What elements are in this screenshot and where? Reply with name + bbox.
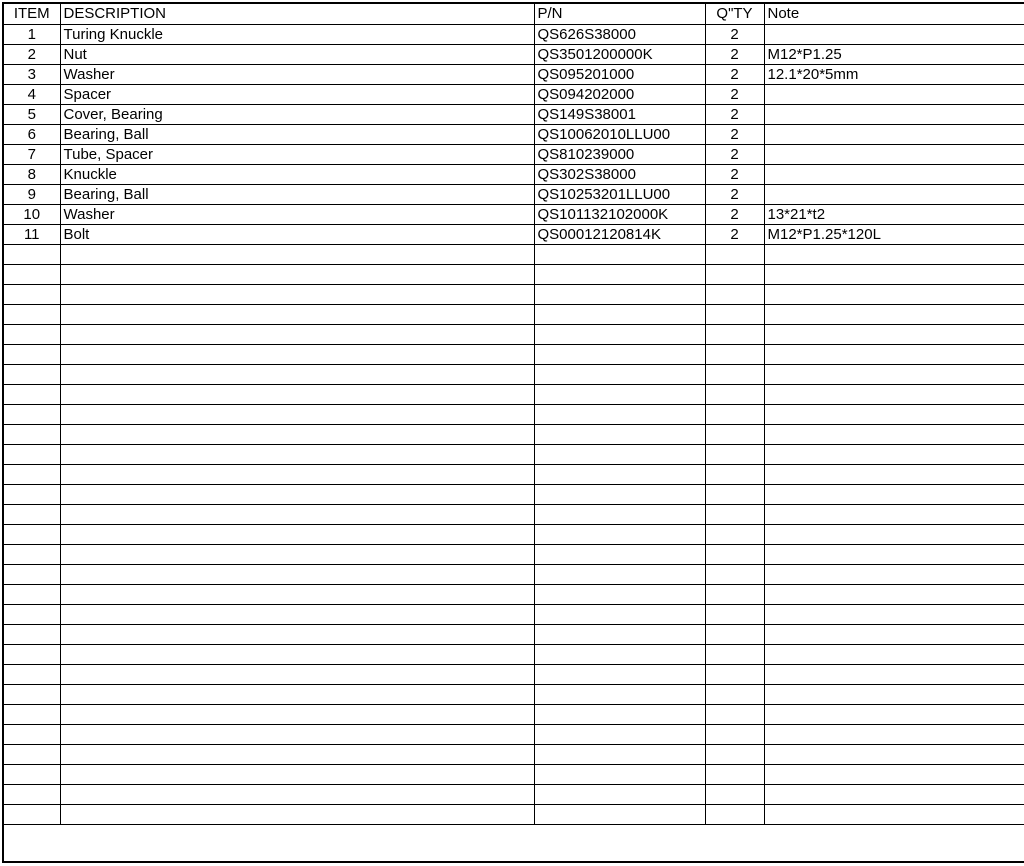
cell-pn: QS00012120814K: [534, 224, 705, 244]
cell-description: [60, 644, 534, 664]
cell-note: [764, 504, 1024, 524]
cell-pn: [534, 644, 705, 664]
empty-table-row: [4, 584, 1024, 604]
header-qty: Q"TY: [705, 4, 764, 24]
cell-pn: [534, 244, 705, 264]
cell-qty: [705, 784, 764, 804]
cell-pn: QS149S38001: [534, 104, 705, 124]
cell-item: [4, 464, 60, 484]
empty-table-row: [4, 284, 1024, 304]
cell-qty: [705, 644, 764, 664]
cell-description: [60, 344, 534, 364]
cell-note: [764, 264, 1024, 284]
cell-qty: [705, 264, 764, 284]
cell-qty: [705, 744, 764, 764]
cell-description: [60, 284, 534, 304]
cell-qty: [705, 464, 764, 484]
table-row: [4, 124, 1024, 144]
empty-table-row: [4, 504, 1024, 524]
empty-table-row: [4, 324, 1024, 344]
cell-note: [764, 484, 1024, 504]
cell-pn: [534, 484, 705, 504]
table-row: [4, 144, 1024, 164]
cell-qty: [705, 624, 764, 644]
empty-table-row: [4, 464, 1024, 484]
cell-pn: [534, 784, 705, 804]
empty-table-row: [4, 304, 1024, 324]
cell-qty: [705, 284, 764, 304]
cell-pn: QS094202000: [534, 84, 705, 104]
cell-description: [60, 264, 534, 284]
cell-qty: 2: [705, 104, 764, 124]
cell-item: [4, 544, 60, 564]
cell-note: [764, 704, 1024, 724]
cell-pn: [534, 424, 705, 444]
cell-note: [764, 144, 1024, 164]
empty-table-row: [4, 624, 1024, 644]
cell-description: [60, 324, 534, 344]
cell-item: [4, 504, 60, 524]
cell-item: [4, 444, 60, 464]
empty-table-row: [4, 664, 1024, 684]
empty-table-row: [4, 564, 1024, 584]
cell-item: [4, 564, 60, 584]
cell-item: [4, 404, 60, 424]
cell-item: [4, 604, 60, 624]
cell-note: [764, 164, 1024, 184]
cell-qty: [705, 604, 764, 624]
cell-note: [764, 584, 1024, 604]
cell-item: 11: [4, 224, 60, 244]
cell-qty: [705, 404, 764, 424]
cell-pn: QS10062010LLU00: [534, 124, 705, 144]
cell-pn: [534, 684, 705, 704]
cell-item: 4: [4, 84, 60, 104]
cell-description: [60, 444, 534, 464]
cell-item: 10: [4, 204, 60, 224]
empty-table-row: [4, 424, 1024, 444]
bom-table: [4, 4, 1024, 825]
cell-pn: QS810239000: [534, 144, 705, 164]
cell-qty: [705, 444, 764, 464]
cell-note: [764, 184, 1024, 204]
empty-table-row: [4, 704, 1024, 724]
cell-note: [764, 404, 1024, 424]
cell-qty: 2: [705, 164, 764, 184]
cell-item: [4, 384, 60, 404]
cell-item: [4, 724, 60, 744]
header-description: DESCRIPTION: [60, 4, 534, 24]
cell-qty: 2: [705, 64, 764, 84]
table-row: [4, 204, 1024, 224]
cell-pn: QS302S38000: [534, 164, 705, 184]
cell-description: [60, 404, 534, 424]
cell-pn: [534, 344, 705, 364]
cell-note: [764, 604, 1024, 624]
cell-description: [60, 364, 534, 384]
cell-pn: [534, 664, 705, 684]
empty-table-row: [4, 604, 1024, 624]
cell-description: [60, 604, 534, 624]
empty-table-row: [4, 544, 1024, 564]
cell-description: [60, 564, 534, 584]
cell-item: [4, 524, 60, 544]
cell-description: [60, 744, 534, 764]
cell-description: [60, 584, 534, 604]
cell-qty: [705, 684, 764, 704]
cell-note: [764, 624, 1024, 644]
cell-pn: [534, 604, 705, 624]
cell-item: 6: [4, 124, 60, 144]
cell-item: [4, 784, 60, 804]
table-row: [4, 64, 1024, 84]
cell-pn: QS10253201LLU00: [534, 184, 705, 204]
empty-table-row: [4, 404, 1024, 424]
cell-item: 5: [4, 104, 60, 124]
cell-pn: [534, 404, 705, 424]
empty-table-row: [4, 484, 1024, 504]
cell-item: [4, 264, 60, 284]
cell-item: [4, 744, 60, 764]
table-row: [4, 164, 1024, 184]
cell-pn: [534, 624, 705, 644]
cell-note: [764, 324, 1024, 344]
cell-description: [60, 624, 534, 644]
cell-description: Spacer: [60, 84, 534, 104]
cell-item: [4, 484, 60, 504]
cell-note: [764, 564, 1024, 584]
cell-pn: [534, 584, 705, 604]
cell-pn: [534, 364, 705, 384]
cell-description: Washer: [60, 204, 534, 224]
table-body: [4, 24, 1024, 824]
cell-pn: [534, 564, 705, 584]
cell-qty: [705, 804, 764, 824]
cell-item: [4, 624, 60, 644]
cell-pn: [534, 724, 705, 744]
cell-pn: QS101132102000K: [534, 204, 705, 224]
cell-description: [60, 804, 534, 824]
cell-description: [60, 684, 534, 704]
cell-description: Knuckle: [60, 164, 534, 184]
cell-qty: [705, 384, 764, 404]
cell-qty: [705, 544, 764, 564]
cell-note: [764, 124, 1024, 144]
cell-qty: [705, 484, 764, 504]
header-note: Note: [764, 4, 1024, 24]
cell-description: [60, 524, 534, 544]
cell-note: [764, 244, 1024, 264]
empty-table-row: [4, 684, 1024, 704]
cell-note: 12.1*20*5mm: [764, 64, 1024, 84]
cell-pn: [534, 764, 705, 784]
empty-table-row: [4, 244, 1024, 264]
cell-note: 13*21*t2: [764, 204, 1024, 224]
cell-item: [4, 804, 60, 824]
cell-note: [764, 464, 1024, 484]
cell-item: [4, 364, 60, 384]
cell-note: [764, 444, 1024, 464]
cell-description: Nut: [60, 44, 534, 64]
cell-pn: [534, 524, 705, 544]
cell-qty: [705, 564, 764, 584]
cell-note: [764, 304, 1024, 324]
cell-note: [764, 744, 1024, 764]
cell-qty: [705, 244, 764, 264]
cell-qty: [705, 664, 764, 684]
cell-description: [60, 784, 534, 804]
empty-table-row: [4, 264, 1024, 284]
cell-description: [60, 484, 534, 504]
cell-qty: [705, 764, 764, 784]
header-item: ITEM: [4, 4, 60, 24]
cell-note: M12*P1.25: [764, 44, 1024, 64]
cell-pn: [534, 264, 705, 284]
cell-note: [764, 644, 1024, 664]
empty-table-row: [4, 784, 1024, 804]
cell-note: [764, 664, 1024, 684]
cell-qty: 2: [705, 124, 764, 144]
cell-note: [764, 684, 1024, 704]
cell-qty: 2: [705, 84, 764, 104]
table-header-row: [4, 4, 1024, 24]
empty-table-row: [4, 524, 1024, 544]
cell-note: [764, 384, 1024, 404]
cell-note: [764, 364, 1024, 384]
cell-qty: [705, 304, 764, 324]
cell-description: [60, 384, 534, 404]
cell-note: [764, 544, 1024, 564]
cell-pn: QS3501200000K: [534, 44, 705, 64]
cell-item: 3: [4, 64, 60, 84]
table-row: [4, 44, 1024, 64]
cell-description: Cover, Bearing: [60, 104, 534, 124]
bom-sheet: [2, 2, 1024, 863]
cell-note: [764, 804, 1024, 824]
cell-item: [4, 684, 60, 704]
cell-qty: [705, 504, 764, 524]
cell-pn: [534, 324, 705, 344]
cell-note: M12*P1.25*120L: [764, 224, 1024, 244]
cell-item: 2: [4, 44, 60, 64]
table-row: [4, 24, 1024, 44]
empty-table-row: [4, 444, 1024, 464]
cell-item: 8: [4, 164, 60, 184]
cell-description: [60, 544, 534, 564]
cell-qty: [705, 324, 764, 344]
table-row: [4, 224, 1024, 244]
empty-table-row: [4, 344, 1024, 364]
cell-description: Bearing, Ball: [60, 124, 534, 144]
cell-item: [4, 284, 60, 304]
cell-pn: [534, 384, 705, 404]
cell-pn: [534, 744, 705, 764]
cell-description: [60, 724, 534, 744]
cell-description: [60, 704, 534, 724]
cell-pn: [534, 444, 705, 464]
cell-qty: 2: [705, 24, 764, 44]
cell-item: [4, 304, 60, 324]
cell-description: [60, 504, 534, 524]
cell-note: [764, 424, 1024, 444]
cell-item: [4, 664, 60, 684]
cell-pn: QS626S38000: [534, 24, 705, 44]
cell-description: Bearing, Ball: [60, 184, 534, 204]
cell-item: [4, 584, 60, 604]
cell-item: [4, 244, 60, 264]
cell-note: [764, 724, 1024, 744]
cell-description: [60, 464, 534, 484]
cell-qty: 2: [705, 44, 764, 64]
cell-note: [764, 84, 1024, 104]
cell-pn: [534, 304, 705, 324]
cell-item: [4, 344, 60, 364]
cell-pn: QS095201000: [534, 64, 705, 84]
cell-description: Washer: [60, 64, 534, 84]
empty-table-row: [4, 724, 1024, 744]
empty-table-row: [4, 384, 1024, 404]
cell-qty: [705, 704, 764, 724]
cell-description: [60, 764, 534, 784]
cell-note: [764, 784, 1024, 804]
cell-qty: 2: [705, 224, 764, 244]
cell-description: [60, 424, 534, 444]
cell-note: [764, 344, 1024, 364]
cell-note: [764, 24, 1024, 44]
cell-description: [60, 304, 534, 324]
table-row: [4, 184, 1024, 204]
cell-note: [764, 284, 1024, 304]
empty-table-row: [4, 804, 1024, 824]
cell-note: [764, 104, 1024, 124]
cell-qty: 2: [705, 184, 764, 204]
cell-pn: [534, 284, 705, 304]
cell-description: Tube, Spacer: [60, 144, 534, 164]
cell-pn: [534, 464, 705, 484]
cell-description: Turing Knuckle: [60, 24, 534, 44]
cell-item: 1: [4, 24, 60, 44]
cell-qty: 2: [705, 144, 764, 164]
cell-item: 9: [4, 184, 60, 204]
cell-description: [60, 244, 534, 264]
cell-item: [4, 644, 60, 664]
cell-qty: [705, 364, 764, 384]
empty-table-row: [4, 364, 1024, 384]
cell-item: [4, 764, 60, 784]
cell-qty: [705, 344, 764, 364]
empty-table-row: [4, 744, 1024, 764]
cell-qty: [705, 724, 764, 744]
cell-note: [764, 764, 1024, 784]
cell-item: [4, 424, 60, 444]
cell-qty: 2: [705, 204, 764, 224]
empty-table-row: [4, 764, 1024, 784]
cell-item: 7: [4, 144, 60, 164]
cell-pn: [534, 804, 705, 824]
cell-item: [4, 324, 60, 344]
cell-qty: [705, 424, 764, 444]
table-row: [4, 104, 1024, 124]
cell-description: [60, 664, 534, 684]
table-row: [4, 84, 1024, 104]
cell-item: [4, 704, 60, 724]
header-pn: P/N: [534, 4, 705, 24]
cell-pn: [534, 704, 705, 724]
cell-description: Bolt: [60, 224, 534, 244]
cell-pn: [534, 504, 705, 524]
cell-pn: [534, 544, 705, 564]
cell-qty: [705, 584, 764, 604]
empty-table-row: [4, 644, 1024, 664]
cell-note: [764, 524, 1024, 544]
cell-qty: [705, 524, 764, 544]
